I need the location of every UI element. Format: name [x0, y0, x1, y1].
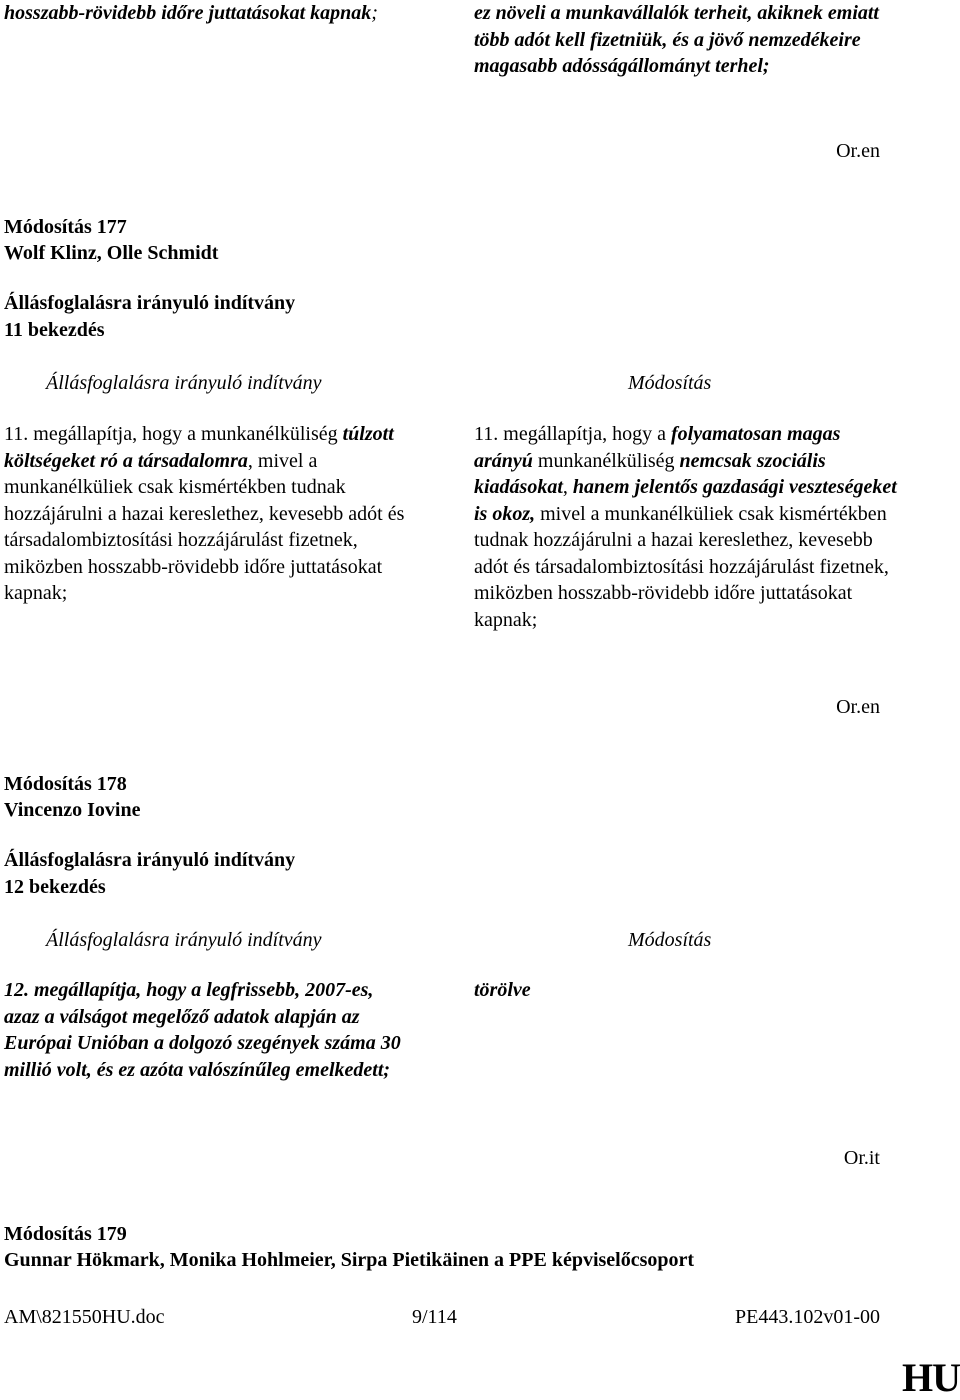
footer-filename: AM\821550HU.doc — [4, 1306, 165, 1328]
column-header-original: Állásfoglalásra irányuló indítvány — [46, 372, 322, 394]
text-segment: túlzott költségeket ró a társadalomra — [4, 423, 394, 472]
amendment-authors: Gunnar Hökmark, Monika Hohlmeier, Sirpa Pietikäinen a PPE képviselőcsoport — [4, 1249, 695, 1271]
column-header-amendment: Módosítás — [628, 929, 712, 951]
amendment-heading: Módosítás 178 — [4, 773, 127, 795]
text-segment: munkanélküliség — [532, 449, 680, 472]
text-segment: 11. megállapítja, hogy a — [474, 423, 671, 445]
document-type: Állásfoglalásra irányuló indítvány — [4, 292, 296, 314]
text-segment: , mivel a munkanélküliek csak kismértékben tudnak hozzájárulni a hazai kereslethez, kevesebb adót és társadalombiztosítási hozzájárulást fizetnek, miközben hosszabb-rövidebb időre juttatásokat kapnak; — [4, 449, 405, 604]
paragraph-reference: 12 bekezdés — [4, 876, 106, 898]
column-header-amendment: Módosítás — [628, 372, 712, 394]
origin-language: Or.it — [843, 1147, 880, 1169]
text-segment: folyamatosan magas arányú — [474, 423, 841, 472]
original-text — [4, 421, 414, 607]
text-segment: mivel a munkanélküliek csak kismértékben tudnak hozzájárulni a hazai kereslethez, kevesebb adót és társadalombiztosítási hozzájárulást fizetnek, miközben hosszabb-rövidebb időre juttatásokat kapnak; — [474, 502, 889, 631]
text-segment: hanem jelentős gazdasági veszteségeket is okoz, — [474, 476, 897, 525]
origin-language: Or.en — [836, 140, 880, 162]
original-text: 12. megállapítja, hogy a legfrissebb, 2007-es, azaz a válságot megelőző adatok alapján az Európai Unióban a dolgozó szegények száma 30 millió volt, és ez azóta valószínűleg emelkedett; — [4, 979, 401, 1081]
amended-text: törölve — [474, 979, 531, 1001]
document-type: Állásfoglalásra irányuló indítvány — [4, 849, 296, 871]
column-header-original: Állásfoglalásra irányuló indítvány — [46, 929, 322, 951]
amendment-authors: Vincenzo Iovine — [4, 799, 141, 821]
text-segment: , — [562, 476, 573, 498]
text-segment: hosszabb-rövidebb időre juttatásokat kapnak — [4, 2, 372, 24]
prev-left-text — [4, 0, 414, 27]
footer-page-number: 9/114 — [412, 1306, 457, 1328]
amendment-authors: Wolf Klinz, Olle Schmidt — [4, 242, 219, 264]
footer-document-reference: PE443.102v01-00 — [735, 1306, 880, 1328]
text-segment: ; — [371, 2, 378, 24]
text-segment: nemcsak szociális kiadásokat — [474, 449, 826, 498]
prev-right-text: ez növeli a munkavállalók terheit, akiknek emiatt több adót kell fizetniük, és a jövő nemzedékeire magasabb adósságállományt terhel; — [474, 2, 879, 77]
origin-language: Or.en — [836, 696, 880, 718]
amended-text — [474, 421, 904, 633]
language-code: HU — [902, 1355, 960, 1400]
paragraph-reference: 11 bekezdés — [4, 319, 105, 341]
amendment-heading: Módosítás 177 — [4, 216, 127, 238]
text-segment: 11. megállapítja, hogy a munkanélküliség — [4, 423, 343, 445]
amendment-heading: Módosítás 179 — [4, 1223, 127, 1245]
